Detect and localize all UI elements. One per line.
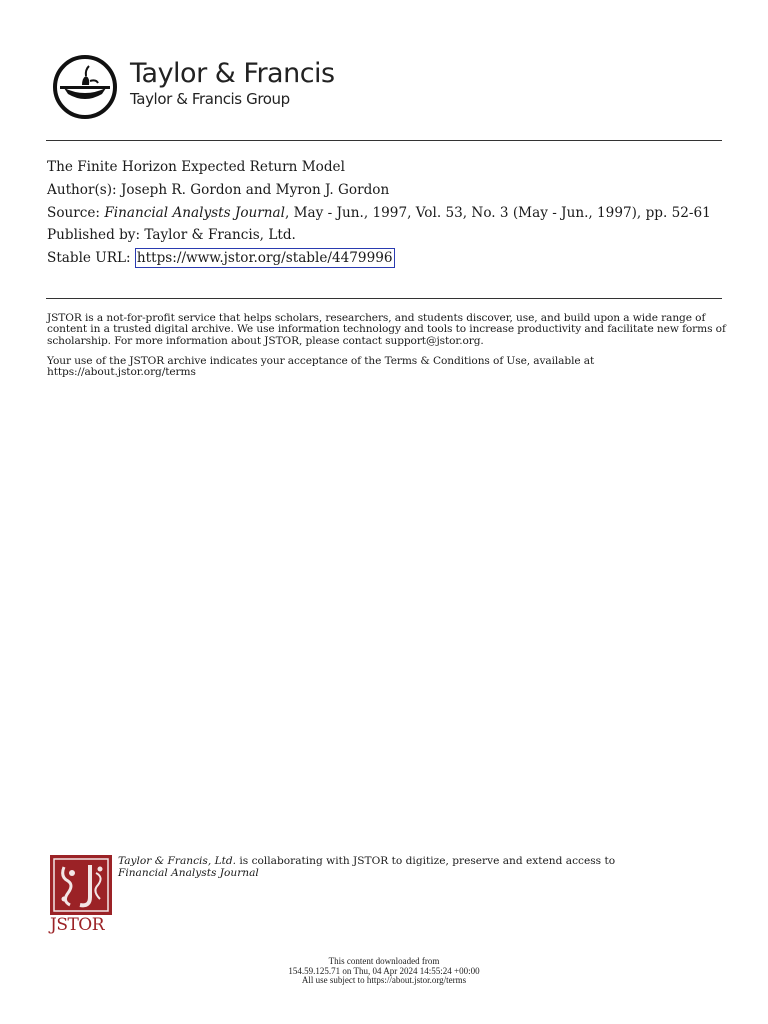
top-divider (46, 140, 722, 141)
authors-line (47, 181, 727, 199)
source-label: Source: (47, 205, 100, 221)
download-line-3: All use subject to https://about.jstor.org/terms (301, 975, 467, 985)
publisher-logo (52, 52, 352, 118)
download-notice (0, 957, 768, 986)
stable-url-label: Stable URL: (47, 250, 131, 266)
published-label: Published by: (47, 227, 141, 243)
publisher-value: Taylor & Francis, Ltd. (144, 227, 296, 243)
jstor-terms (47, 313, 727, 387)
collaboration-notice (118, 856, 738, 879)
jstor-logo (50, 855, 114, 937)
publisher-name: Taylor & Francis (130, 58, 335, 89)
download-line-1: This content downloaded from (328, 956, 440, 966)
article-metadata (47, 158, 727, 272)
collab-journal: Financial Analysts Journal (118, 866, 259, 879)
stable-url-line (47, 249, 727, 267)
source-details: , May - Jun., 1997, Vol. 53, No. 3 (May - Jun., 1997), pp. 52-61 (285, 205, 711, 221)
bottom-divider (46, 298, 722, 299)
source-line (47, 204, 727, 222)
taylor-francis-lamp-icon (52, 54, 118, 120)
published-line (47, 226, 727, 244)
authors-value: Joseph R. Gordon and Myron J. Gordon (120, 182, 390, 198)
article-title: The Finite Horizon Expected Return Model (47, 159, 345, 175)
terms-paragraph-1: JSTOR is a not-for-profit service that helps scholars, researchers, and students discover, use, and build upon a wide range of content in a trusted digital archive. We use information technology and tools to increase productivity and facilitate new forms of scholarship. For more information about JSTOR, please contact support@jstor.org. (47, 312, 726, 347)
publisher-group: Taylor & Francis Group (130, 90, 290, 108)
stable-url-link[interactable]: https://www.jstor.org/stable/4479996 (136, 250, 393, 266)
authors-label: Author(s): (47, 182, 117, 198)
source-journal: Financial Analysts Journal (104, 205, 285, 221)
collab-publisher: Taylor & Francis, Ltd. (118, 855, 237, 867)
jstor-emblem-icon (50, 855, 112, 915)
terms-paragraph-2: Your use of the JSTOR archive indicates your acceptance of the Terms & Conditions of Use, available at https://about.jstor.org/terms (47, 354, 595, 379)
download-line-2: 154.59.125.71 on Thu, 04 Apr 2024 14:55:24 +00:00 (288, 965, 480, 976)
jstor-wordmark: JSTOR (50, 915, 105, 935)
collab-text: is collaborating with JSTOR to digitize, preserve and extend access to (236, 855, 616, 867)
